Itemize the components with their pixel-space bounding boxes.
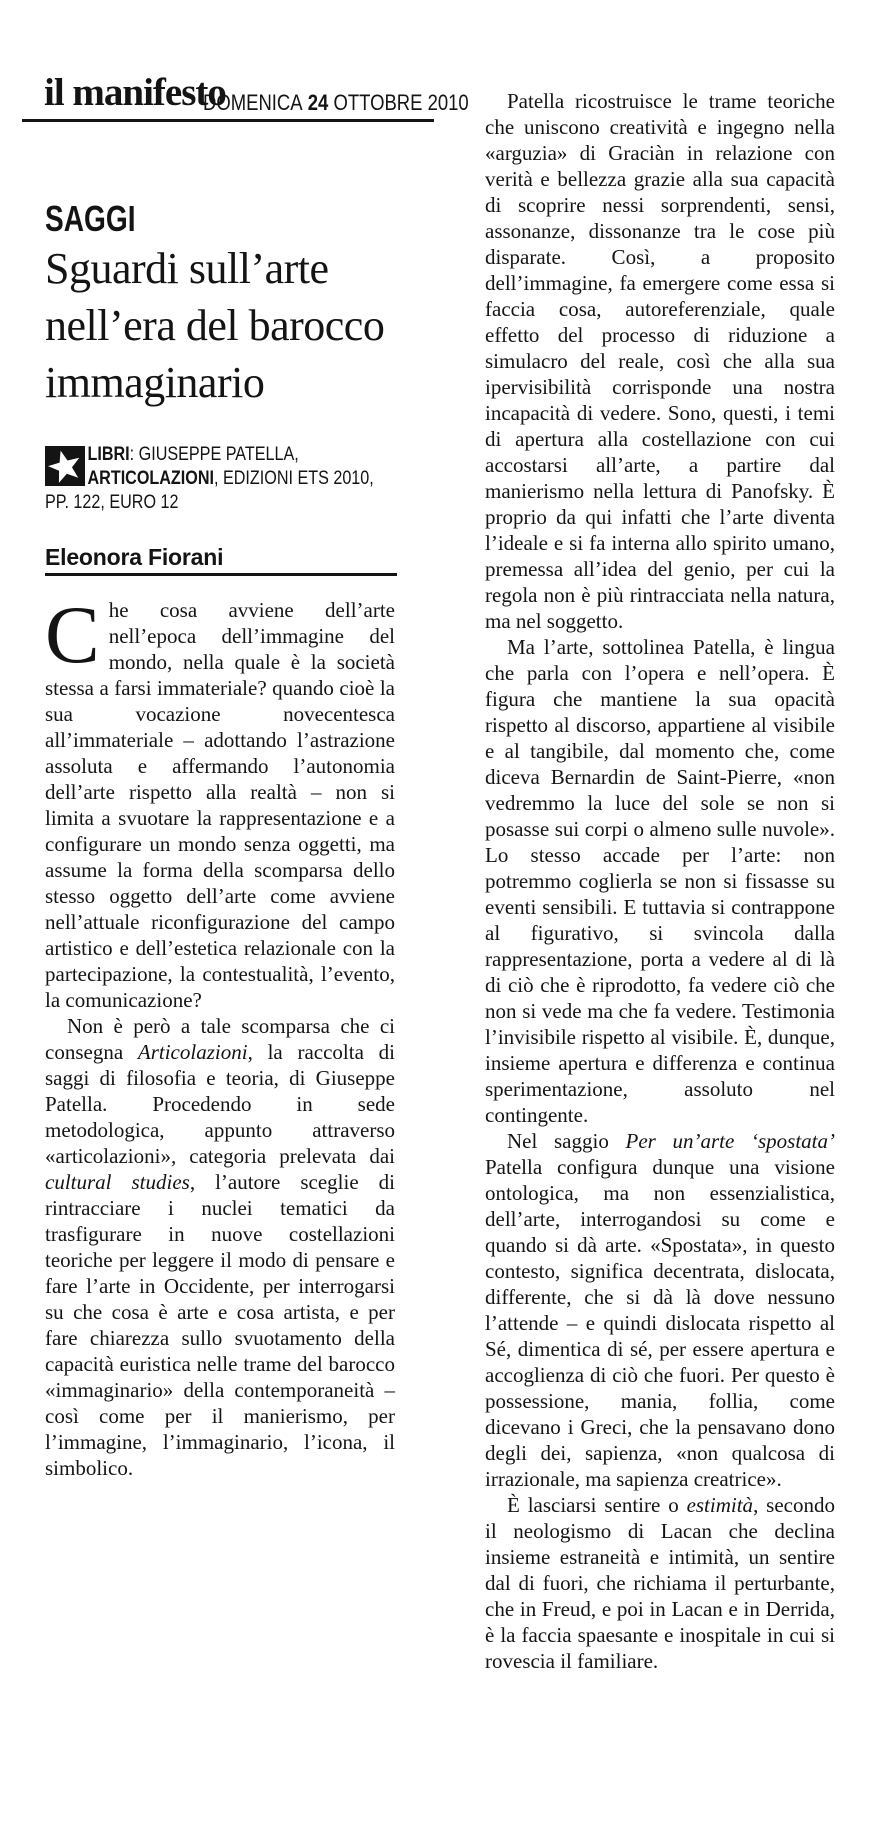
- masthead-rule: [22, 119, 434, 122]
- masthead-logo: il manifesto: [44, 71, 226, 114]
- date-weekday: DOMENICA: [203, 90, 303, 115]
- date-day: 24: [307, 90, 329, 115]
- date-month-year: OTTOBRE 2010: [333, 90, 469, 115]
- article-paragraph: È lasciarsi sentire o estimità, secondo il neologismo di Lacan che declina insieme estraneità e intimità, un sentire dal di fuori, che richiama il perturbante, che in Freud, e poi in Lacan e in Derrida, è la faccia spaesante e inospitale in cui si rovescia il familiare.: [485, 1493, 835, 1673]
- article-paragraph: Nel saggio Per un’arte ‘spostata’ Patella configura dunque una visione ontologica, ma non essenzialistica, dell’arte, interrogandosi su come e quando si dà arte. «Spostata», in questo contesto, significa decentrata, dislocata, differente, che si dà là dove nessuno l’attende – e quindi dislocata rispetto al Sé, dimentica di sé, per essere apertura e accoglienza di ciò che fuori. Per questo è possessione, mania, follia, come dicevano i Greci, che la pensavano dono degli dei, sapienza, «non qualcosa di irrazionale, ma sapienza creatrice».: [485, 1129, 835, 1491]
- article-paragraph: Patella ricostruisce le trame teoriche che uniscono creatività e ingegno nella «arguzia» di Graciàn in relazione con verità e bellezza grazie alla sua capacità di scoprire nessi sorprendenti, sensi, assonanze, dissonanze tra le cose più disparate. Così, a proposito dell’immagine, fa emergere come essa si faccia cosa, autoreferenziale, quale effetto del processo di riduzione a simulacro del reale, così che alla sua ipervisibilità corrisponde una nostra incapacità di vedere. Sono, questi, i temi di apertura alla costellazione con cui accostarsi all’arte, a partire dal manierismo nella lettura di Panofsky. È proprio da qui infatti che l’arte diventa l’ideale e si fa interna allo spirito umano, premessa all’idea del genio, per cui la regola non è più rintracciata nella natura, ma nel soggetto.: [485, 89, 835, 633]
- page-title: [45, 240, 384, 411]
- article-column-right: [485, 88, 835, 1674]
- article-paragraph: Che cosa avviene dell’arte nell’epoca dell’immagine del mondo, nella quale è la società stessa a farsi immateriale? quando cioè la sua vocazione novecentesca all’immateriale – adottando l’astrazione assoluta e affermando l’autonomia dell’arte rispetto alla realtà – non si limita a svuotare la rappresentazione e a configurare un mondo senza oggetti, ma assume la forma della scomparsa dello stesso oggetto dell’arte come avviene nell’attuale riconfigurazione del campo artistico e dell’estetica relazionale con la partecipazione, la contestualità, l’evento, la comunicazione?: [45, 589, 395, 1012]
- book-reference-text: LIBRI: GIUSEPPE PATELLA, ARTICOLAZIONI, EDIZIONI ETS 2010, PP. 122, EURO 12: [45, 444, 374, 513]
- byline-rule: [45, 573, 397, 576]
- book-reference: [45, 443, 395, 515]
- title-line: nell’era del barocco: [45, 301, 385, 350]
- book-reference-icon-spacer: [45, 443, 88, 491]
- drop-cap: C: [45, 589, 100, 680]
- title-line: immaginario: [45, 358, 265, 407]
- masthead-date: [203, 91, 469, 115]
- section-kicker: SAGGI: [45, 198, 136, 239]
- article-paragraph: Non è però a tale scomparsa che ci consegna Articolazioni, la raccolta di saggi di filosofia e teoria, di Giuseppe Patella. Procedendo in sede metodologica, appunto attraverso «articolazioni», categoria prelevata dai cultural studies, l’autore sceglie di rintracciare i nuclei tematici da trasfigurare in nuove costellazioni teoriche per leggere il modo di pensare e fare l’arte in Occidente, per interrogarsi su che cosa è arte e cosa artista, e per fare chiarezza sullo svuotamento della capacità euristica nelle trame del barocco «immaginario» della contemporaneità – così come per il manierismo, per l’immagine, l’immaginario, l’icona, il simbolico.: [45, 1014, 395, 1480]
- article-paragraph: Ma l’arte, sottolinea Patella, è lingua che parla con l’opera e nell’opera. È figura che mantiene la sua opacità rispetto al discorso, appartiene al visibile e al tangibile, dal momento che, come diceva Bernardin de Saint-Pierre, «non vedremmo la luce del sole se non si posasse sui corpi o almeno sulle nuvole». Lo stesso accade per l’arte: non potremmo coglierla se non si fissasse su eventi sensibili. E tuttavia si contrappone al figurativo, si svincola dalla rappresentazione, porta a vedere al di là di ciò che è riprodotto, fa vedere ciò che non si vede ma che fa vedere. Testimonia l’invisibile rispetto al visibile. È, dunque, insieme apertura e differenza e continua sperimentazione, assoluto nel contingente.: [485, 635, 835, 1127]
- article-column-left: [45, 589, 395, 1481]
- byline: Eleonora Fiorani: [45, 544, 224, 570]
- title-line: Sguardi sull’arte: [45, 244, 329, 293]
